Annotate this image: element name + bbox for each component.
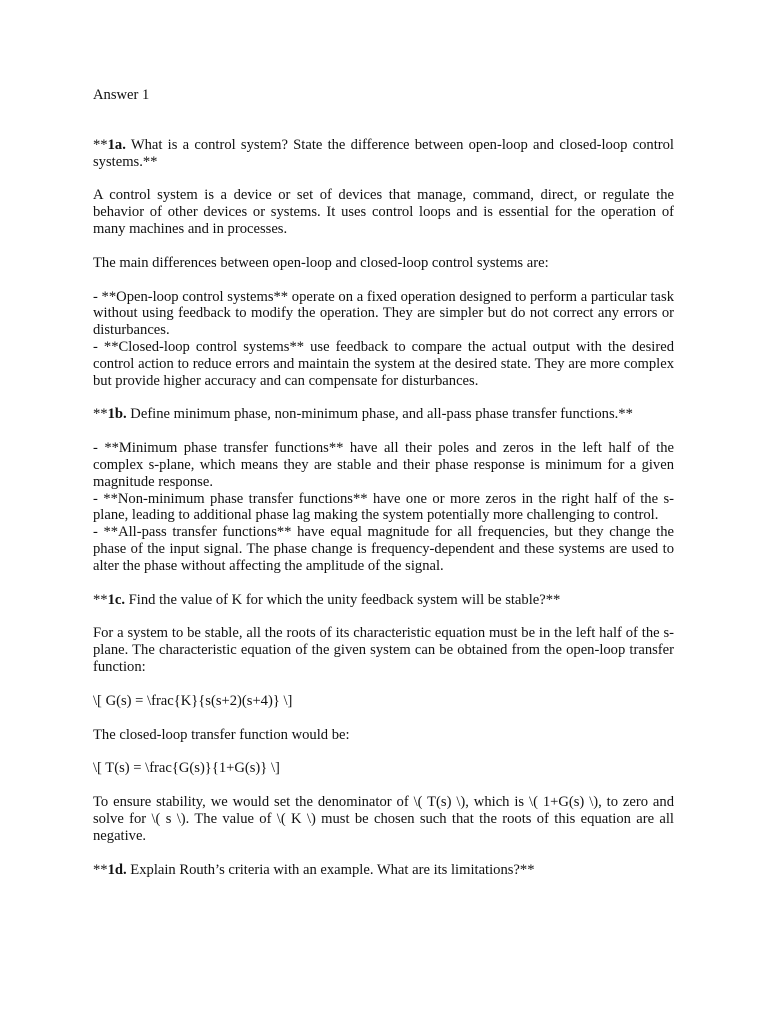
question-prefix: **: [93, 591, 108, 608]
question-number: 1c.: [107, 591, 126, 608]
list-item-minimum-phase: - **Minimum phase transfer functions** have all their poles and zeros in the left half of the complex s-plane, which means they are stable and their phase response is minimum for a given magnitude response.: [93, 440, 674, 490]
answer-1b-list: [93, 440, 674, 574]
question-text: Find the value of K for which the unity feedback system will be stable?**: [125, 591, 561, 608]
question-text: What is a control system? State the difference between open-loop and closed-loop control systems.**: [93, 136, 674, 170]
answer-1a-paragraph-1: A control system is a device or set of devices that manage, command, direct, or regulate the behavior of other devices or systems. It uses control loops and is essential for the operation of many machines and in processes.: [93, 187, 674, 237]
list-item-open-loop: - **Open-loop control systems** operate on a fixed operation designed to perform a particular task without using feedback to modify the operation. They are simpler but do not correct any errors or disturbances.: [93, 288, 674, 339]
question-text: Explain Routh’s criteria with an example. What are its limitations?**: [126, 861, 535, 878]
answer-1a-list: [93, 289, 674, 390]
list-item-all-pass: - **All-pass transfer functions** have equal magnitude for all frequencies, but they change the phase of the input signal. The phase change is frequency-dependent and these systems are used to alter the phase without affecting the amplitude of the signal.: [93, 524, 674, 574]
question-number: 1a.: [107, 136, 126, 153]
list-item-non-minimum-phase: - **Non-minimum phase transfer functions** have one or more zeros in the right half of the s-plane, leading to additional phase lag making the system potentially more challenging to control.: [93, 490, 674, 524]
answer-1c-paragraph-1: For a system to be stable, all the roots of its characteristic equation must be in the left half of the s-plane. The characteristic equation of the given system can be obtained from the open-loop transfer function:: [93, 625, 674, 675]
answer-heading: Answer 1: [93, 87, 150, 103]
question-prefix: **: [93, 406, 108, 423]
document-page: [93, 87, 674, 895]
question-number: 1b.: [107, 406, 127, 423]
question-text: Define minimum phase, non-minimum phase, and all-pass phase transfer functions.**: [126, 406, 633, 423]
question-prefix: **: [93, 136, 108, 153]
answer-1c-paragraph-3: To ensure stability, we would set the denominator of \( T(s) \), which is \( 1+G(s) \), to zero and solve for \( s \). The value of \( K \) must be chosen such that the roots of this equation are all negative.: [93, 794, 674, 844]
answer-1c-paragraph-2: The closed-loop transfer function would be:: [93, 726, 350, 743]
question-prefix: **: [93, 861, 108, 878]
question-1b: [93, 406, 674, 423]
question-1c: [93, 592, 674, 609]
list-item-closed-loop: - **Closed-loop control systems** use feedback to compare the actual output with the desired control action to reduce errors and maintain the system at the desired state. They are more complex but provide higher accuracy and can compensate for disturbances.: [93, 338, 674, 389]
formula-open-loop-transfer: \[ G(s) = \frac{K}{s(s+2)(s+4)} \]: [93, 692, 293, 709]
formula-closed-loop-transfer: \[ T(s) = \frac{G(s)}{1+G(s)} \]: [93, 760, 280, 777]
question-1a: [93, 137, 674, 171]
question-1d: [93, 862, 674, 879]
question-number: 1d.: [107, 861, 127, 878]
answer-1a-paragraph-2: The main differences between open-loop and closed-loop control systems are:: [93, 254, 549, 271]
